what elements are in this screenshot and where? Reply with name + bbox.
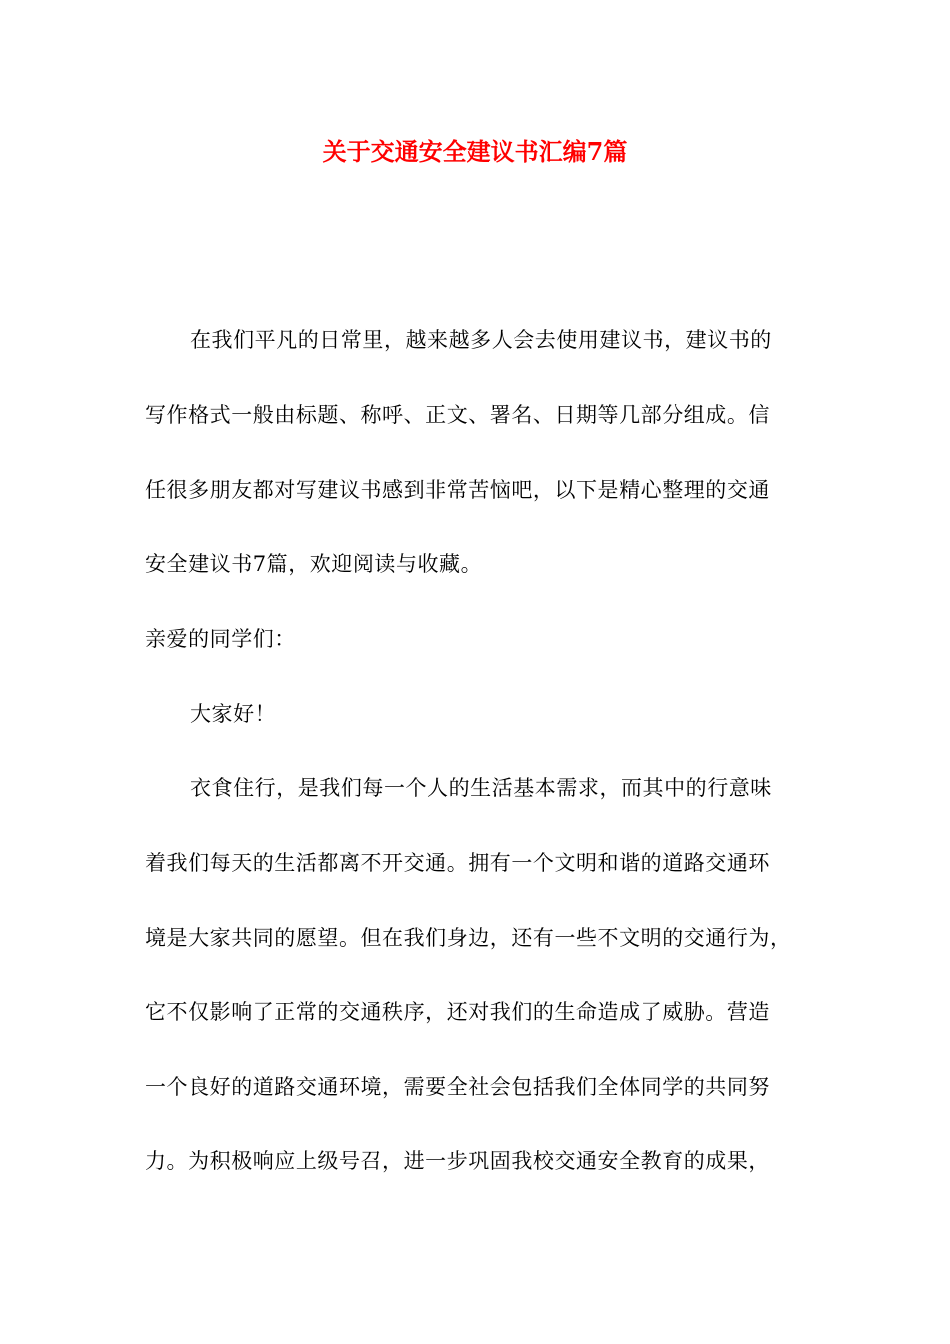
paragraph-line: 它不仅影响了正常的交通秩序，还对我们的生命造成了威胁。营造: [145, 1000, 770, 1024]
document-title: 关于交通安全建议书汇编7篇: [322, 137, 628, 166]
greeting: 大家好！: [190, 702, 277, 726]
paragraph-line: 在我们平凡的日常里，越来越多人会去使用建议书，建议书的: [190, 328, 772, 352]
salutation: 亲爱的同学们：: [145, 627, 296, 651]
paragraph-line: 着我们每天的生活都离不开交通。拥有一个文明和谐的道路交通环: [145, 851, 770, 875]
paragraph-line: 力。为积极响应上级号召，进一步巩固我校交通安全教育的成果，: [145, 1149, 770, 1173]
paragraph-line: 衣食住行，是我们每一个人的生活基本需求，而其中的行意味: [190, 776, 772, 800]
paragraph-line: 境是大家共同的愿望。但在我们身边，还有一些不文明的交通行为，: [145, 926, 792, 950]
paragraph-line: 任很多朋友都对写建议书感到非常苦恼吧，以下是精心整理的交通: [145, 478, 770, 502]
paragraph-line: 写作格式一般由标题、称呼、正文、署名、日期等几部分组成。信: [145, 403, 770, 427]
paragraph-line: 安全建议书7篇，欢迎阅读与收藏。: [145, 552, 483, 576]
paragraph-line: 一个良好的道路交通环境，需要全社会包括我们全体同学的共同努: [145, 1075, 770, 1099]
